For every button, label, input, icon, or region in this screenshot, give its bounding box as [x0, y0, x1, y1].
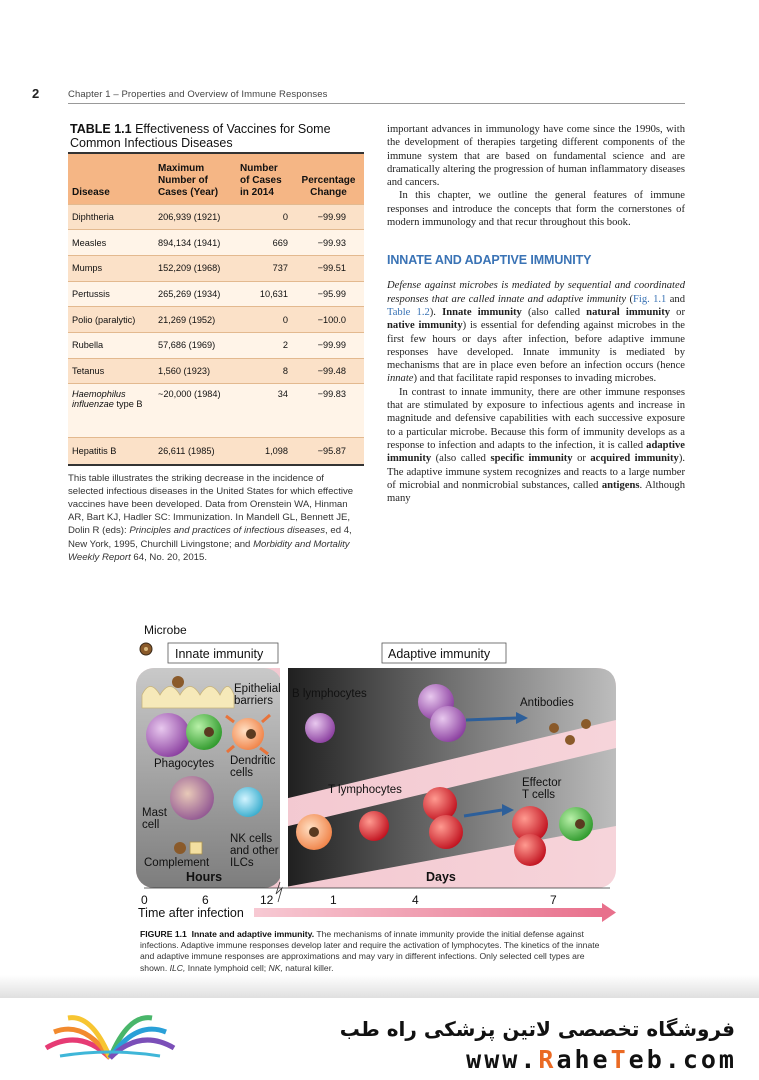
panel-divider [280, 668, 288, 888]
vaccine-table [68, 154, 364, 464]
cell-change: −99.99 [292, 332, 364, 358]
col-header-disease: Disease [72, 186, 110, 198]
table-title-text: Effectiveness of Vaccines for Some Common Infectious Diseases [70, 122, 331, 150]
cell-cases: 0 [236, 307, 292, 333]
col-header-change: Percentage Change [301, 174, 356, 198]
text-run: ). [429, 306, 443, 318]
cell-change: −99.51 [292, 255, 364, 281]
body-text-column [387, 123, 685, 505]
nk-cell [233, 787, 263, 817]
activated-t-cell [429, 815, 463, 849]
text-run: (also called [521, 306, 587, 318]
body-paragraph: important advances in immunology have come since the 1990s, with the development of therapies targeting different components of the immune system that are based on fundamental science and are dramatically altering the progression of human inflammatory diseases and cancers. [387, 124, 685, 189]
table-title [70, 122, 364, 150]
nk-label-line2: and other [230, 845, 279, 857]
section-heading: INNATE AND ADAPTIVE IMMUNITY [387, 253, 592, 268]
body-paragraph: In this chapter, we outline the general features of immune responses and introduce the concepts that form the cornerstones of modern immunology and that recur throughout this book. [387, 190, 685, 229]
tick-label: 12 [260, 893, 274, 907]
activated-t-cell [423, 787, 457, 821]
cell-change: −95.99 [292, 281, 364, 307]
caption-abbrev: ILC, [169, 962, 186, 973]
figure-caption [140, 929, 610, 974]
effector-label: Effector [522, 777, 562, 789]
body-paragraph [387, 386, 685, 506]
table-bottom-rule [68, 464, 364, 466]
cell-max: 26,611 (1985) [154, 438, 236, 464]
antigen-presenting-cell [296, 814, 332, 850]
url-accent: T [610, 1045, 629, 1074]
activated-b-cell [430, 706, 466, 742]
table-row [68, 230, 364, 256]
time-axis-label: Time after infection [138, 906, 244, 920]
cell-max: 152,209 (1968) [154, 255, 236, 281]
table-row [68, 384, 364, 438]
store-url[interactable] [466, 1045, 737, 1074]
caption-abbrev: NK, [268, 962, 283, 973]
mast-cell-label: Mast [142, 807, 167, 819]
cell-disease: Diphtheria [68, 204, 154, 230]
text-run: ). The adaptive immune system recognizes and reacts to a large number of microbial and nonmicrobial substances, called [387, 453, 686, 491]
cell-cases: 34 [236, 384, 292, 438]
text-run: ( [626, 293, 633, 305]
ingested-microbe-icon [204, 727, 214, 737]
cell-disease: Hepatitis B [68, 438, 154, 464]
tick-label: 0 [141, 893, 148, 907]
table-row [68, 281, 364, 307]
cell-max: ~20,000 (1984) [154, 384, 236, 438]
url-part: ahe [556, 1045, 611, 1074]
nk-label: NK cells [230, 833, 273, 845]
key-term: native immunity [387, 320, 463, 332]
key-term: acquired immunity [590, 453, 679, 465]
key-term: natural immunity [586, 306, 671, 318]
header-rule [68, 103, 685, 104]
cell-change: −99.48 [292, 358, 364, 384]
days-label: Days [426, 870, 456, 884]
epithelial-label-line2: barriers [234, 695, 273, 707]
table-note-text: This table illustrates the striking decrease in the incidence of selected infectious diseases in the United States for which effective vaccines have been developed. Data from Orenstein WA, Hinman AR, Bart KJ, Hadler SC: Immunization. In Mandell GL, Bennett JE, Dolin R (eds): [68, 472, 354, 537]
adaptive-immunity-label: Adaptive immunity [388, 647, 491, 661]
microbe-icon [140, 643, 152, 655]
caption-text: Innate lymphoid cell; [185, 962, 269, 973]
cell-disease [68, 384, 154, 438]
phagocytes-label: Phagocytes [154, 758, 215, 770]
table-row [68, 332, 364, 358]
time-arrow [254, 908, 604, 917]
table-note-text: , ed 4, New York, 1995, Churchill Livingstone; and [68, 525, 352, 550]
caption-text: The mechanisms of innate immunity provide the initial defense against infections. Adaptive immune responses develop later and require the activation of lymphocytes. The kinetics of the innate and adaptive immune responses are approximations and may vary in different infections. Only selected cell types are shown. [140, 929, 600, 973]
cell-disease: Mumps [68, 255, 154, 281]
cell-disease: Pertussis [68, 281, 154, 307]
key-term: adaptive immunity [387, 439, 685, 465]
cell-change: −99.83 [292, 384, 364, 438]
text-run: (also called [431, 453, 491, 465]
col-header-cases: Number of Cases in 2014 [240, 162, 282, 198]
key-term: specific immunity [490, 453, 573, 465]
nk-label-line3: ILCs [230, 857, 254, 869]
url-part: eb [628, 1045, 665, 1074]
cell-change: −99.93 [292, 230, 364, 256]
page-number: 2 [32, 86, 40, 101]
cell-disease: Polio (paralytic) [68, 307, 154, 333]
cell-cases: 2 [236, 332, 292, 358]
phagocyte-cell [146, 713, 190, 757]
mast-cell-label-line2: cell [142, 819, 160, 831]
mast-cell [170, 776, 214, 820]
key-term: Innate immunity [442, 306, 522, 318]
effector-label-line2: T cells [522, 789, 556, 801]
url-part: www. [466, 1045, 539, 1074]
epithelial-label: Epithelial [234, 683, 281, 695]
table-note-italic: Morbidity and Mortality Weekly Report [68, 538, 350, 563]
text-run: or [670, 306, 685, 318]
url-part: .com [664, 1045, 737, 1074]
cell-max: 21,269 (1952) [154, 307, 236, 333]
vaccine-table-block [68, 122, 364, 564]
tick-label: 7 [550, 893, 557, 907]
cell-max: 1,560 (1923) [154, 358, 236, 384]
cell-disease: Tetanus [68, 358, 154, 384]
table-note-italic: Principles and practices of infectious diseases [129, 525, 326, 537]
table-label: TABLE 1.1 [70, 122, 132, 136]
cell-max: 206,939 (1921) [154, 204, 236, 230]
antibodies-label: Antibodies [520, 697, 574, 709]
cell-cases: 737 [236, 255, 292, 281]
caption-label: FIGURE 1.1 [140, 929, 187, 939]
tick-label: 4 [412, 893, 419, 907]
cell-cases: 0 [236, 204, 292, 230]
cell-disease: Measles [68, 230, 154, 256]
table-row [68, 255, 364, 281]
text-run: ) is essential for defending against microbes in the first few hours or days after infection, before adaptive immune responses have developed. Innate immunity is mediated by mechanisms that are in place even before an infection occurs (hence [387, 320, 685, 372]
cell-change: −100.0 [292, 307, 364, 333]
caption-title: Innate and adaptive immunity. [191, 929, 315, 939]
cell-max: 894,134 (1941) [154, 230, 236, 256]
cell-disease-suffix: type B [116, 399, 143, 410]
cell-cases: 669 [236, 230, 292, 256]
cell-change: −95.87 [292, 438, 364, 464]
cell-max: 265,269 (1934) [154, 281, 236, 307]
emphasis-text: innate [387, 373, 414, 385]
book-logo-icon [40, 1008, 180, 1066]
banner-shadow [0, 975, 759, 999]
table-row [68, 358, 364, 384]
cell-cases: 1,098 [236, 438, 292, 464]
cell-max: 57,686 (1969) [154, 332, 236, 358]
cell-disease: Rubella [68, 332, 154, 358]
microbe-label: Microbe [144, 623, 187, 637]
text-run: ) and that facilitate rapid responses to invading microbes. [413, 373, 657, 385]
body-paragraph [387, 279, 685, 385]
b-lymphocytes-label: B lymphocytes [292, 688, 367, 700]
figure-reference-link[interactable]: Fig. 1.1 [633, 293, 667, 305]
table-row [68, 204, 364, 230]
key-term: antigens [601, 479, 640, 491]
table-header-row [68, 154, 364, 204]
store-name-persian: فروشگاه تخصصی لاتین پزشکی راه طب [339, 1017, 735, 1041]
table-row [68, 438, 364, 464]
b-lymphocyte-cell [305, 713, 335, 743]
cell-disease-italic: Haemophilus influenzae [72, 389, 126, 410]
table-note [68, 472, 360, 564]
text-run: . Although many [387, 479, 685, 505]
time-arrow-head [602, 903, 616, 922]
cell-change: −99.99 [292, 204, 364, 230]
infected-cell-microbe-icon [575, 819, 585, 829]
innate-immunity-label: Innate immunity [175, 647, 264, 661]
dendritic-label-line2: cells [230, 767, 254, 779]
text-run: In contrast to innate immunity, there are other immune responses that are stimulated by exposure to infectious agents and increase in magnitude and defensive capabilities with each successive exposure to a particular microbe. Because this form of immunity develops as a response to infection and adapts to the infection, it is called [387, 386, 685, 451]
t-lymphocytes-label: T lymphocytes [328, 784, 402, 796]
tick-label: 1 [330, 893, 337, 907]
table-row [68, 307, 364, 333]
complement-label: Complement [144, 857, 210, 869]
cell-cases: 10,631 [236, 281, 292, 307]
tick-label: 6 [202, 893, 209, 907]
text-run: and [666, 293, 685, 305]
text-run: or [572, 453, 591, 465]
cell-cases: 8 [236, 358, 292, 384]
table-note-text: 64, No. 20, 2015. [130, 551, 208, 563]
caption-text: natural killer. [282, 962, 334, 973]
hours-label: Hours [186, 870, 223, 884]
url-accent: R [538, 1045, 557, 1074]
effector-t-cell [514, 834, 546, 866]
dendritic-label: Dendritic [230, 755, 276, 767]
running-head: Chapter 1 – Properties and Overview of Immune Responses [68, 89, 328, 100]
table-reference-link[interactable]: Table 1.2 [387, 306, 430, 318]
col-header-max: Maximum Number of Cases (Year) [158, 162, 219, 198]
t-lymphocyte-cell [359, 811, 389, 841]
b-cell-arrow [466, 718, 516, 720]
emphasis-text: Defense against microbes is mediated by sequential and coordinated responses that are called innate and adaptive immunity [387, 280, 685, 305]
figure-innate-adaptive-immunity [130, 620, 620, 925]
